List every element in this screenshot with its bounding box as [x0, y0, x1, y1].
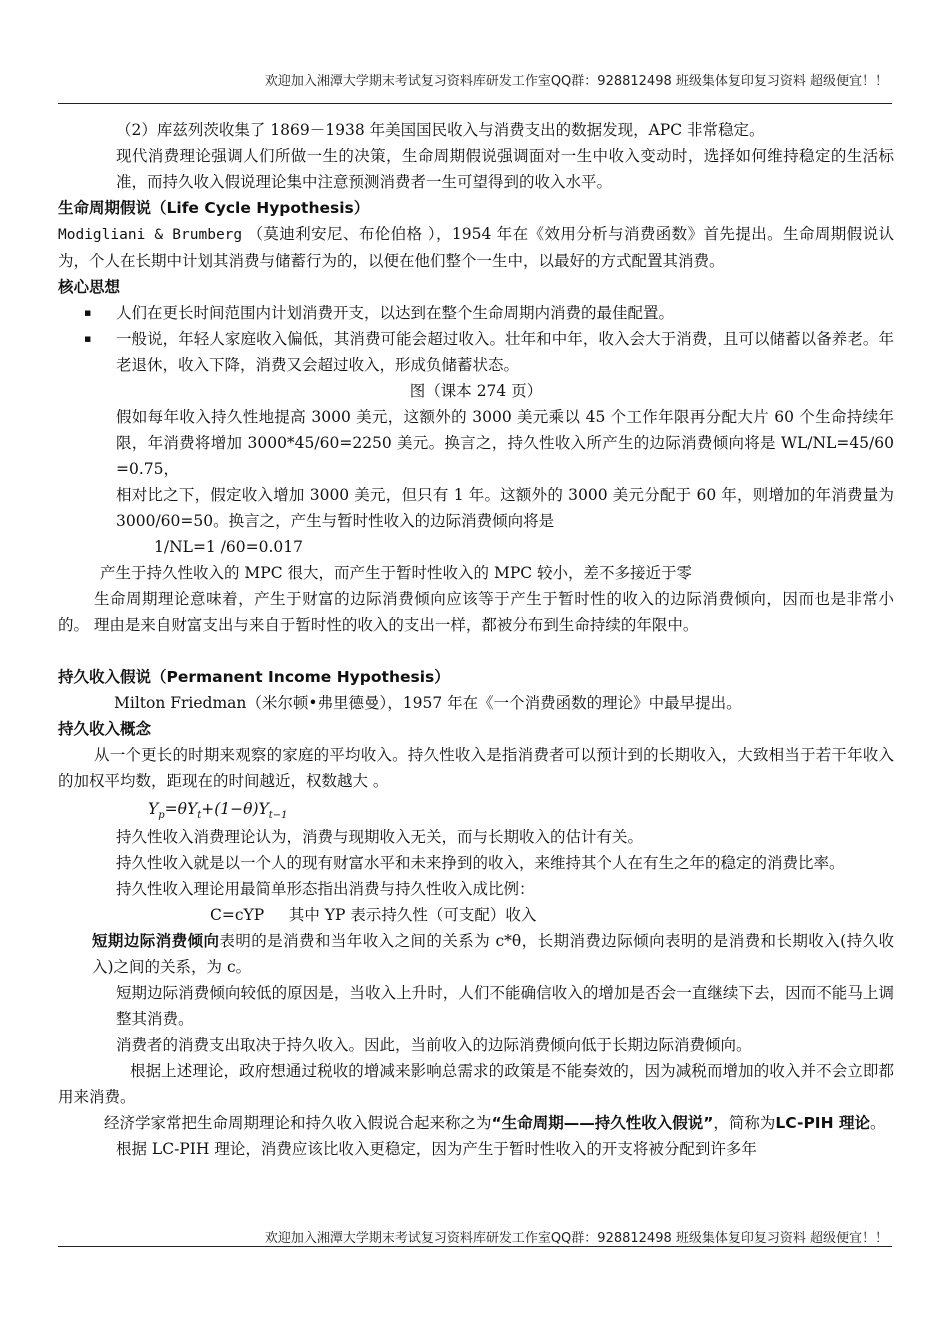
permanent-income-formula: $Y_p=\theta Y_t+(1-\theta)Y_{t-1}$ [148, 800, 288, 822]
pih-bullet-5: 消费者的消费支出取决于持久收入。因此，当前收入的边际消费倾向低于长期边际消费倾向。 [116, 1036, 752, 1054]
core-bullet-2: ▪ 一般说，年轻人家庭收入偏低，其消费可能会超过收入。壮年和中年，收入会大于消费，且可以储蓄以备养老。年老退休，收入下降，消费又会超过收入，形成负储蓄状态。 [58, 326, 894, 378]
footer-rule [58, 1246, 892, 1247]
pih-bullet-4: 短期边际消费倾向较低的原因是，当收入上升时，人们不能确信收入的增加是否会一直继续下去，因而不能马上调整其消费。 [116, 984, 894, 1028]
core-idea-heading: 核心思想 [58, 278, 121, 296]
pih-intro: Milton Friedman（米尔顿•弗里德曼），1957 年在《一个消费函数的理论》中最早提出。 [114, 694, 742, 712]
intro-bullet-2: 现代消费理论强调人们所做一生的决策，生命周期假说强调面对一生中收入变动时，选择如何维持稳定的生活标准，而持久收入假说理论集中注意预测消费者一生可望得到的收入水平。 [116, 147, 894, 191]
pih-bullet-2: 持久性收入就是以一个人的现有财富水平和未来挣到的收入，来维持其个人在有生之年的稳定的消费比率。 [116, 854, 845, 872]
permanent-income-concept-heading: 持久收入概念 [58, 720, 152, 738]
lc-pih-full-name: “生命周期——持久性收入假说” [491, 1114, 714, 1132]
pih-bullet-6: 根据 LC-PIH 理论，消费应该比收入更稳定，因为产生于暂时性收入的开支将被分配到许多年 [116, 1140, 757, 1158]
short-term-mpc-term: 短期边际消费倾向 [92, 932, 220, 950]
document-body [58, 117, 894, 1162]
example-bullet-1: 假如每年收入持久性地提高 3000 美元，这额外的 3000 美元乘以 45 个工作年限再分配大片 60 个生命持续年限，年消费将增加 3000*45/60=2250 美元。换言之，持久性收入所产生的边际消费倾向将是 WL/NL=45/60 =0.75， [116, 408, 894, 478]
header-rule [58, 103, 892, 104]
lch-intro: Modigliani & Brumberg （莫迪利安尼、布伦伯格 ），1954 年在《效用分析与消费函数》首先提出。生命周期假说认为，个人在长期中计划其消费与储蓄行为的，以便在他们整个一生中，以最好的方式配置其消费。 [58, 225, 894, 270]
consumption-formula: C=cYP 其中 YP 表示持久性（可支配）收入 [210, 906, 537, 924]
square-bullet-icon: ▪ [84, 332, 92, 345]
example-bullet-2: 相对比之下，假定收入增加 3000 美元，但只有 1 年。这额外的 3000 美元分配于 60 年，则增加的年消费量为 3000/60=50。换言之，产生与暂时性收入的边际消费倾向将是 [116, 486, 894, 530]
header-notice: 欢迎加入湘潭大学期末考试复习资料库研发工作室QQ群：928812498 班级集体复印复习资料 超级便宜！！ [264, 74, 888, 89]
lc-pih-short-name: LC-PIH 理论 [775, 1114, 870, 1132]
intro-bullet-1: （2）库兹列茨收集了 1869－1938 年美国国民收入与消费支出的数据发现，APC 非常稳定。 [116, 121, 765, 139]
short-term-mpc-text: 短期边际消费倾向表明的是消费和当年收入之间的关系为 c*θ，长期消费边际倾向表明的是消费和长期收入(持久收入)之间的关系，为 c。 [92, 932, 894, 976]
lch-heading: 生命周期假说（Life Cycle Hypothesis） [58, 199, 370, 217]
mpc-note: 产生于持久性收入的 MPC 很大，而产生于暂时性收入的 MPC 较小，差不多接近于零 [100, 564, 693, 582]
lch-authors: Modigliani & Brumberg [58, 227, 243, 243]
pih-bullet-3: 持久性收入理论用最简单形态指出消费与持久性收入成比例： [116, 880, 535, 898]
policy-implication: 根据上述理论，政府想通过税收的增减来影响总需求的政策是不能奏效的，因为减税而增加的收入并不会立即都用来消费。 [58, 1062, 894, 1106]
concept-text: 从一个更长的时期来观察的家庭的平均收入。持久性收入是指消费者可以预计到的长期收入，大致相当于若干年收入的加权平均数，距现在的时间越近，权数越大 。 [58, 746, 894, 790]
pih-heading: 持久收入假说（Permanent Income Hypothesis） [58, 668, 450, 686]
transitory-mpc-calc: 1/NL=1 /60=0.017 [154, 538, 304, 556]
footer-notice: 欢迎加入湘潭大学期末考试复习资料库研发工作室QQ群：928812498 班级集体复印复习资料 超级便宜！！ [264, 1231, 888, 1246]
square-bullet-icon: ▪ [84, 306, 92, 319]
section-gap [58, 638, 894, 664]
wealth-mpc-note: 生命周期理论意味着，产生于财富的边际消费倾向应该等于产生于暂时性的收入的边际消费倾向，因而也是非常小的。 理由是来自财富支出与来自于暂时性的收入的支出一样，都被分布到生命持续的年限中。 [58, 590, 894, 634]
pih-bullet-1: 持久性收入消费理论认为，消费与现期收入无关，而与长期收入的估计有关。 [116, 828, 644, 846]
core-bullet-1: ▪ 人们在更长时间范围内计划消费开支，以达到在整个生命周期内消费的最佳配置。 [58, 300, 894, 326]
figure-note: 图（课本 274 页） [409, 382, 543, 400]
lc-pih-combined: 经济学家常把生命周期理论和持久收入假说合起来称之为“生命周期——持久性收入假说”，简称为LC-PIH 理论。 [104, 1114, 886, 1132]
